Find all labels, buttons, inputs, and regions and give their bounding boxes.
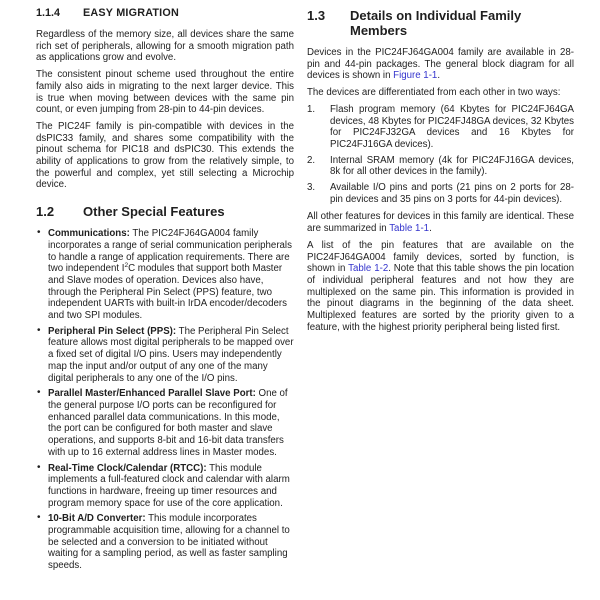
list-item-parallel-port <box>36 388 294 458</box>
bullet-text: The PIC24FJ64GA004 family incorporates a range of serial communication peripherals to handle a range of application requirements. There are two independent I <box>48 228 292 275</box>
paragraph-text: A list of the pin features that are available on the PIC24FJ64GA004 family devices, sorted by function, is shown in <box>307 239 574 275</box>
section-number: 1.2 <box>36 204 55 220</box>
paragraph: The PIC24F family is pin-compatible with devices in the dsPIC33 family, and shares some compatibility with the pinout schema for PIC18 and dsPIC30. This extends the ability of applications to grow from the relatively simple, to the powerful and complex, yet still selecting a Microchip device. <box>36 120 294 191</box>
list-text: Internal SRAM memory (4k for PIC24FJ16GA devices, 8k for all other devices in the family). <box>330 154 574 178</box>
list-item-peripheral-pin-select <box>36 326 294 385</box>
list-item-communications <box>36 228 294 322</box>
list-number: 1. <box>307 103 316 115</box>
paragraph: Regardless of the memory size, all devices share the same rich set of peripherals, allowing for a smooth migration path as applications grow and evolve. <box>36 29 294 64</box>
section-title: Details on Individual Family Members <box>350 8 522 38</box>
bullet-text: This module implements a full-featured clock and calendar with alarm functions in hardware, freeing up timer resources and program memory space for use of the core application. <box>48 462 290 509</box>
bullet-icon: • <box>37 227 41 239</box>
paragraph-text: All other features for devices in this family are identical. These are summarized in <box>307 211 574 235</box>
right-column <box>307 7 574 333</box>
bullet-icon: • <box>37 324 41 336</box>
section-title: Other Special Features <box>83 204 225 220</box>
paragraph <box>307 211 574 234</box>
bullet-lead: Communications: <box>48 228 130 240</box>
section-heading-details <box>307 8 574 38</box>
list-item-flash-memory <box>307 104 574 151</box>
list-text: Available I/O pins and ports (21 pins on 2 ports for 28-pin devices and 35 pins on 3 ports for 44-pin devices). <box>330 182 574 205</box>
list-item-ad-converter <box>36 513 294 572</box>
left-column <box>36 7 294 576</box>
figure-1-1-link[interactable]: Figure 1-1 <box>393 70 438 82</box>
bullet-text: One of the general purpose I/O ports can be reconfigured for enhanced parallel data communications. In this mode, the port can be configured for both master and slave operations, and supports 8-bit and 16-bit data transfers with up to 16 external address lines in Master modes. <box>48 388 288 458</box>
section-heading-easy-migration <box>36 7 294 20</box>
paragraph: The devices are differentiated from each other in two ways: <box>307 87 561 99</box>
features-bullet-list <box>36 228 294 572</box>
section-number: 1.3 <box>307 8 326 23</box>
bullet-text: C modules that support both Master and Slave modes of operation. Devices also have, through the Peripheral Pin Select (PPS) feature, two independent UARTs with built-in IrDA encoder/decoders and two SPI modules. <box>48 263 287 322</box>
paragraph: The consistent pinout scheme used throughout the entire family also aids in migrating to the next larger device. This is true when moving between devices with the same pin count, or even jumping from 28-pin to 44-pin devices. <box>36 69 294 116</box>
list-item-io-pins <box>307 182 574 205</box>
list-number: 3. <box>307 182 316 194</box>
list-text: Flash program memory (64 Kbytes for PIC24FJ64GA devices, 48 Kbytes for PIC24FJ48GA devices, 32 Kbytes for PIC24FJ32GA devices and 16 Kbytes for PIC24FJ16GA devices). <box>330 103 574 150</box>
section-title: EASY MIGRATION <box>83 7 179 19</box>
list-number: 2. <box>307 154 316 166</box>
list-item-rtcc <box>36 463 294 510</box>
bullet-text: The Peripheral Pin Select feature allows most digital peripherals to be mapped over a fixed set of digital I/O pins. Users may independently map the input and/or output of any one of the many digital peripherals to any one of the I/O pins. <box>48 325 294 384</box>
paragraph-text: . Note that this table shows the pin location of individual peripheral features and not how they are multiplexed on the same pin. This information is provided in the pinout diagrams in the beginning of the data sheet. Multiplexed features are sorted by the priority given to a feature, with the highest priority peripheral being listed first. <box>307 263 574 333</box>
bullet-text: This module incorporates programmable acquisition time, allowing for a channel to be selected and a conversion to be initiated without waiting for a sampling period, as well as faster sampling speeds. <box>48 513 290 572</box>
paragraph <box>307 240 574 334</box>
section-number: 1.1.4 <box>36 7 61 19</box>
list-item-sram-memory <box>307 155 574 178</box>
bullet-icon: • <box>37 512 41 524</box>
section-heading-other-special-features <box>36 204 294 219</box>
differentiators-numbered-list <box>307 104 574 206</box>
bullet-lead: Real-Time Clock/Calendar (RTCC): <box>48 462 207 474</box>
paragraph <box>307 47 574 82</box>
table-1-2-link[interactable]: Table 1-2 <box>348 263 389 275</box>
superscript: 2 <box>124 262 129 270</box>
bullet-lead: 10-Bit A/D Converter: <box>48 513 146 525</box>
bullet-lead: Parallel Master/Enhanced Parallel Slave Port: <box>48 388 256 400</box>
bullet-icon: • <box>37 461 41 473</box>
paragraph-text: . <box>429 223 432 235</box>
bullet-icon: • <box>37 387 41 399</box>
paragraph-text: . <box>437 70 441 82</box>
table-1-1-link[interactable]: Table 1-1 <box>389 223 430 235</box>
bullet-lead: Peripheral Pin Select (PPS): <box>48 325 177 337</box>
paragraph-text: Devices in the PIC24FJ64GA004 family are available in 28-pin and 44-pin packages. The general block diagram for all devices is shown in <box>307 47 574 82</box>
